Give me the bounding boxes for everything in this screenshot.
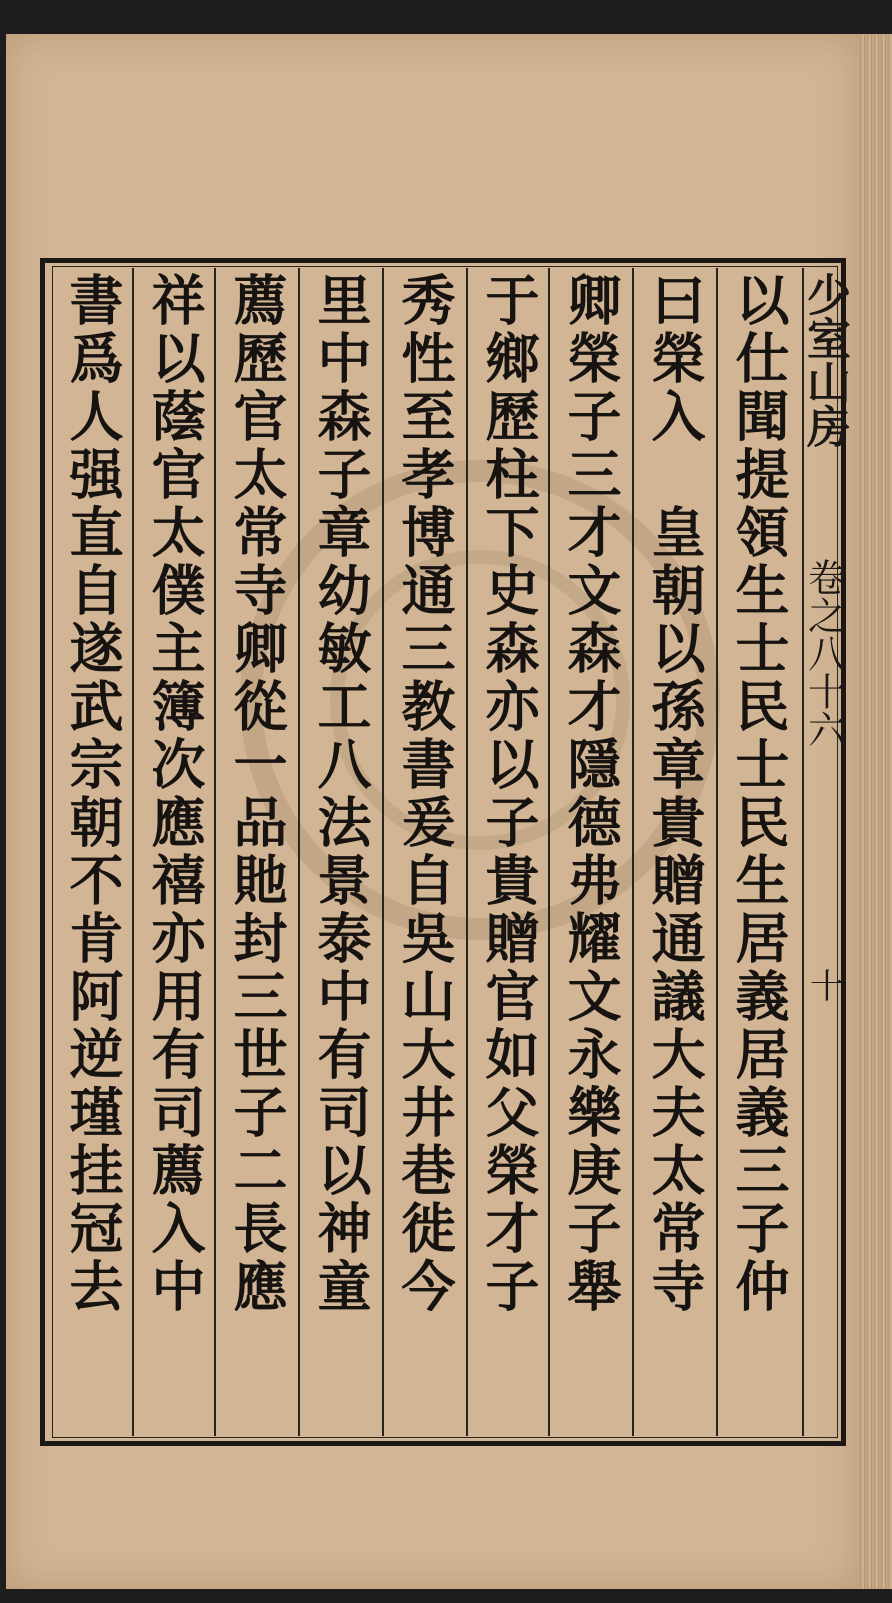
column-text: 以仕聞提領生士民士民生居義居義三子仲 — [727, 272, 791, 1316]
column-text: 秀性至孝博通三教書爰自吳山大井巷徙今 — [393, 272, 457, 1316]
text-column-7 — [222, 272, 292, 1432]
column-text: 曰榮入 皇朝以孫章貴贈通議大夫太常寺 — [643, 272, 707, 1316]
text-column-4 — [474, 272, 544, 1432]
column-text: 里中森子章幼敏工八法景泰中有司以神童 — [309, 272, 373, 1316]
text-column-8 — [140, 272, 210, 1432]
column-rule — [298, 268, 300, 1436]
column-rule — [632, 268, 634, 1436]
column-rule — [382, 268, 384, 1436]
text-column-6 — [306, 272, 376, 1432]
text-column-9 — [58, 272, 128, 1432]
folio-number: 十 — [803, 968, 844, 1002]
column-rule — [548, 268, 550, 1436]
text-column-1 — [724, 272, 794, 1432]
column-rule — [132, 268, 134, 1436]
column-text: 薦歷官太常寺卿從一品貤封三世子二長應 — [225, 272, 289, 1316]
column-text: 書爲人强直自遂武宗朝不肯阿逆瑾挂冠去 — [61, 272, 125, 1316]
column-text: 祥以蔭官太僕主簿次應禧亦用有司薦入中 — [143, 272, 207, 1316]
column-rule — [466, 268, 468, 1436]
volume-label: 卷之八十六 — [801, 558, 846, 748]
column-text: 于鄉歷柱下史森亦以子貴贈官如父榮才子 — [477, 272, 541, 1316]
text-column-3 — [556, 272, 626, 1432]
page-stack-edge — [858, 34, 892, 1589]
column-rule — [716, 268, 718, 1436]
text-column-5 — [390, 272, 460, 1432]
page-margin-column — [799, 272, 850, 1432]
column-rule — [214, 268, 216, 1436]
book-title: 少室山房 — [799, 272, 850, 448]
column-text: 卿榮子三才文森才隱德弗耀文永樂庚子舉 — [559, 272, 623, 1316]
text-column-2 — [640, 272, 710, 1432]
